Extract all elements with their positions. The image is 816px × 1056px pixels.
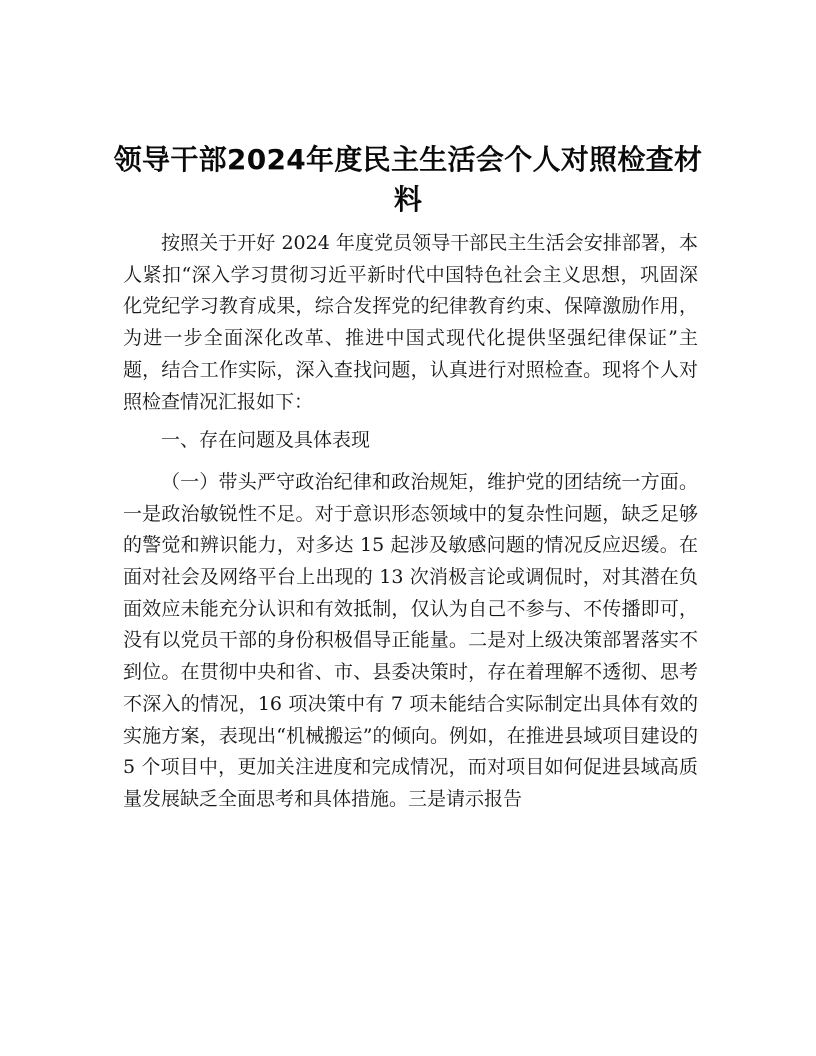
intro-paragraph: 按照关于开好 2024 年度党员领导干部民主生活会安排部署，本人紧扣“深入学习贯彻习近平新时代中国特色社会主义思想，巩固深化党纪学习教育成果，综合发挥党的纪律教育约束、保障激励作用，为进一步全面深化改革、推进中国式现代化提供坚强纪律保证”主题，结合工作实际，深入查找问题，认真进行对照检查。现将个人对照检查情况汇报如下： bbox=[123, 232, 698, 413]
section-heading: 一、存在问题及具体表现 bbox=[161, 429, 371, 452]
document-body bbox=[123, 228, 698, 816]
document-title: 领导干部2024年度民主生活会个人对照检查材料 bbox=[113, 143, 703, 216]
section-paragraph: （一）带头严守政治纪律和政治规矩，维护党的团结统一方面。一是政治敏锐性不足。对于意识形态领域中的复杂性问题，缺乏足够的警觉和辨识能力，对多达 15 起涉及敏感问题的情况反应迟缓。在面对社会及网络平台上出现的 13 次消极言论或调侃时，对其潜在负面效应未能充分认识和有效抵制，仅认为自己不参与、不传播即可，没有以党员干部的身份积极倡导正能量。二是对上级决策部署落实不到位。在贯彻中央和省、市、县委决策时，存在着理解不透彻、思考不深入的情况，16 项决策中有 7 项未能结合实际制定出具体有效的实施方案，表现出“机械搬运”的倾向。例如，在推进县域项目建设的 5 个项目中，更加关注进度和完成情况，而对项目如何促进县域高质量发展缺乏全面思考和具体措施。三是请示报告 bbox=[123, 470, 698, 810]
